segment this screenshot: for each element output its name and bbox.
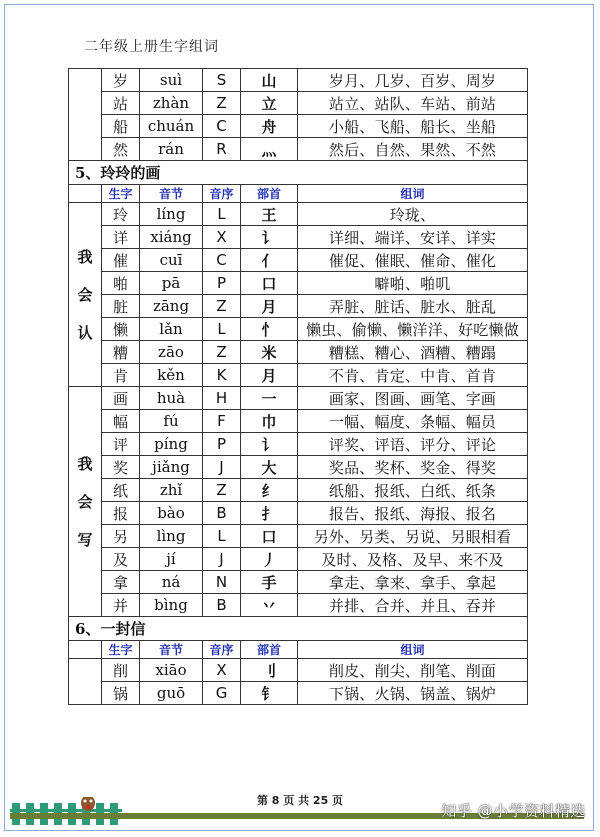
initial-letter-cell: R: [203, 138, 241, 161]
initial-letter-cell: C: [203, 249, 241, 272]
word-list-cell: 弄脏、脏话、脏水、脏乱: [298, 295, 528, 318]
radical-cell: 王: [241, 203, 298, 226]
word-list-cell: 岁月、几岁、百岁、周岁: [298, 69, 528, 92]
table-row: [69, 659, 528, 682]
group-label-write: [69, 387, 102, 617]
page-number: 第 8 页 共 25 页: [256, 794, 344, 807]
section-row: [69, 161, 528, 185]
pinyin-cell: fú: [140, 410, 203, 433]
radical-cell: 山: [241, 69, 298, 92]
word-list-cell: 拿走、拿来、拿手、拿起: [298, 571, 528, 594]
pinyin-cell: jí: [140, 548, 203, 571]
radical-cell: 舟: [241, 115, 298, 138]
radical-cell: 扌: [241, 502, 298, 525]
initial-letter-cell: B: [203, 502, 241, 525]
word-list-cell: 小船、飞船、船长、坐船: [298, 115, 528, 138]
initial-letter-cell: J: [203, 548, 241, 571]
word-list-cell: 另外、另类、另说、另眼相看: [298, 525, 528, 548]
pinyin-cell: zhǐ: [140, 479, 203, 502]
page-title: 二年级上册生字组词: [84, 39, 219, 55]
pinyin-cell: huà: [140, 387, 203, 410]
initial-letter-cell: X: [203, 226, 241, 249]
group-label-char: 写: [77, 530, 93, 549]
radical-cell: 手: [241, 571, 298, 594]
pinyin-cell: bào: [140, 502, 203, 525]
radical-cell: 立: [241, 92, 298, 115]
radical-cell: 忄: [241, 318, 298, 341]
character-cell: 另: [102, 525, 140, 548]
pinyin-cell: guō: [140, 682, 203, 705]
initial-letter-cell: L: [203, 203, 241, 226]
initial-letter-cell: Z: [203, 341, 241, 364]
table-row: [69, 433, 528, 456]
character-cell: 拿: [102, 571, 140, 594]
character-cell: 削: [102, 659, 140, 682]
initial-letter-cell: S: [203, 69, 241, 92]
initial-letter-cell: H: [203, 387, 241, 410]
initial-letter-cell: X: [203, 659, 241, 682]
character-cell: 奖: [102, 456, 140, 479]
table-row: [69, 571, 528, 594]
pinyin-cell: bìng: [140, 594, 203, 617]
initial-letter-cell: K: [203, 364, 241, 387]
table-row: [69, 249, 528, 272]
watermark-text: 知乎 @小学资料精选: [441, 802, 586, 820]
character-cell: 锅: [102, 682, 140, 705]
radical-cell: 大: [241, 456, 298, 479]
radical-cell: 讠: [241, 226, 298, 249]
pinyin-cell: rán: [140, 138, 203, 161]
table-row: [69, 548, 528, 571]
radical-cell: 灬: [241, 138, 298, 161]
initial-letter-cell: P: [203, 433, 241, 456]
radical-cell: 丿: [241, 548, 298, 571]
table-row: [69, 456, 528, 479]
initial-letter-cell: L: [203, 318, 241, 341]
initial-letter-cell: B: [203, 594, 241, 617]
header-character: 生字: [102, 641, 140, 659]
character-cell: 报: [102, 502, 140, 525]
pinyin-cell: chuán: [140, 115, 203, 138]
radical-cell: 讠: [241, 433, 298, 456]
table-row: [69, 226, 528, 249]
group-label-char: 我: [77, 247, 93, 266]
character-cell: 玲: [102, 203, 140, 226]
header-character: 生字: [102, 185, 140, 203]
word-list-cell: 玲珑、: [298, 203, 528, 226]
table-row: [69, 682, 528, 705]
group-label-char: 我: [77, 454, 93, 473]
word-list-cell: 报告、报纸、海报、报名: [298, 502, 528, 525]
section-row: [69, 617, 528, 641]
character-cell: 详: [102, 226, 140, 249]
word-list-cell: 站立、站队、车站、前站: [298, 92, 528, 115]
character-cell: 催: [102, 249, 140, 272]
header-words: 组词: [298, 185, 528, 203]
character-cell: 然: [102, 138, 140, 161]
word-list-cell: 糟糕、糟心、酒糟、糟蹋: [298, 341, 528, 364]
word-list-cell: 纸船、报纸、白纸、纸条: [298, 479, 528, 502]
word-list-cell: 详细、端详、安详、详实: [298, 226, 528, 249]
pinyin-cell: xiáng: [140, 226, 203, 249]
initial-letter-cell: J: [203, 456, 241, 479]
pinyin-cell: zāng: [140, 295, 203, 318]
character-cell: 并: [102, 594, 140, 617]
table-row: [69, 479, 528, 502]
empty-cell: [69, 641, 102, 659]
fence-icon: [10, 797, 122, 825]
character-cell: 站: [102, 92, 140, 115]
header-row: [69, 641, 528, 659]
initial-letter-cell: Z: [203, 479, 241, 502]
pinyin-cell: pā: [140, 272, 203, 295]
table-row: [69, 387, 528, 410]
character-cell: 脏: [102, 295, 140, 318]
word-list-cell: 及时、及格、及早、来不及: [298, 548, 528, 571]
table-row: [69, 318, 528, 341]
pinyin-cell: kěn: [140, 364, 203, 387]
empty-cell: [69, 659, 102, 705]
word-list-cell: 并排、合并、并且、吞并: [298, 594, 528, 617]
word-list-cell: 懒虫、偷懒、懒洋洋、好吃懒做: [298, 318, 528, 341]
pinyin-cell: zhàn: [140, 92, 203, 115]
radical-cell: 钅: [241, 682, 298, 705]
radical-cell: 一: [241, 387, 298, 410]
character-cell: 岁: [102, 69, 140, 92]
character-cell: 纸: [102, 479, 140, 502]
initial-letter-cell: Z: [203, 295, 241, 318]
radical-cell: 亻: [241, 249, 298, 272]
word-list-cell: 奖品、奖杯、奖金、得奖: [298, 456, 528, 479]
initial-letter-cell: F: [203, 410, 241, 433]
vocab-table: [68, 68, 528, 705]
group-label-recognize: [69, 203, 102, 387]
header-row: [69, 185, 528, 203]
word-list-cell: 下锅、火锅、锅盖、锅炉: [298, 682, 528, 705]
empty-cell: [69, 69, 102, 161]
table-row: [69, 295, 528, 318]
word-list-cell: 评奖、评语、评分、评论: [298, 433, 528, 456]
table-row: [69, 92, 528, 115]
table-row: [69, 364, 528, 387]
pinyin-cell: lǎn: [140, 318, 203, 341]
radical-cell: 月: [241, 364, 298, 387]
header-initial: 音序: [203, 185, 241, 203]
character-cell: 评: [102, 433, 140, 456]
character-cell: 幅: [102, 410, 140, 433]
word-list-cell: 不肯、肯定、中肯、首肯: [298, 364, 528, 387]
pinyin-cell: suì: [140, 69, 203, 92]
pinyin-cell: cuī: [140, 249, 203, 272]
word-list-cell: 画家、图画、画笔、字画: [298, 387, 528, 410]
reindeer-icon: [78, 797, 98, 811]
radical-cell: 巾: [241, 410, 298, 433]
pinyin-cell: píng: [140, 433, 203, 456]
word-list-cell: 然后、自然、果然、不然: [298, 138, 528, 161]
header-radical: 部首: [241, 185, 298, 203]
group-label-char: 会: [77, 285, 93, 304]
initial-letter-cell: P: [203, 272, 241, 295]
section-title: 6、一封信: [69, 617, 528, 641]
pinyin-cell: xiāo: [140, 659, 203, 682]
radical-cell: 刂: [241, 659, 298, 682]
header-radical: 部首: [241, 641, 298, 659]
character-cell: 懒: [102, 318, 140, 341]
character-cell: 船: [102, 115, 140, 138]
radical-cell: 纟: [241, 479, 298, 502]
table-row: [69, 69, 528, 92]
word-list-cell: 削皮、削尖、削笔、削面: [298, 659, 528, 682]
initial-letter-cell: N: [203, 571, 241, 594]
header-pinyin: 音节: [140, 185, 203, 203]
word-list-cell: 一幅、幅度、条幅、幅员: [298, 410, 528, 433]
table-row: [69, 272, 528, 295]
radical-cell: 米: [241, 341, 298, 364]
table-row: [69, 502, 528, 525]
pinyin-cell: ná: [140, 571, 203, 594]
pinyin-cell: líng: [140, 203, 203, 226]
table-row: [69, 341, 528, 364]
radical-cell: 口: [241, 525, 298, 548]
character-cell: 啪: [102, 272, 140, 295]
initial-letter-cell: Z: [203, 92, 241, 115]
header-words: 组词: [298, 641, 528, 659]
pinyin-cell: zāo: [140, 341, 203, 364]
initial-letter-cell: L: [203, 525, 241, 548]
group-label-char: 会: [77, 492, 93, 511]
table-row: [69, 138, 528, 161]
character-cell: 及: [102, 548, 140, 571]
table-row: [69, 115, 528, 138]
section-title: 5、玲玲的画: [69, 161, 528, 185]
pinyin-cell: lìng: [140, 525, 203, 548]
table-row: [69, 525, 528, 548]
word-list-cell: 噼啪、啪叽: [298, 272, 528, 295]
character-cell: 糟: [102, 341, 140, 364]
table-row: [69, 410, 528, 433]
table-row: [69, 594, 528, 617]
pinyin-cell: jiǎng: [140, 456, 203, 479]
radical-cell: 月: [241, 295, 298, 318]
radical-cell: 口: [241, 272, 298, 295]
initial-letter-cell: C: [203, 115, 241, 138]
character-cell: 肯: [102, 364, 140, 387]
radical-cell: 丷: [241, 594, 298, 617]
empty-cell: [69, 185, 102, 203]
table-row: [69, 203, 528, 226]
group-label-char: 认: [77, 323, 93, 342]
initial-letter-cell: G: [203, 682, 241, 705]
character-cell: 画: [102, 387, 140, 410]
header-pinyin: 音节: [140, 641, 203, 659]
word-list-cell: 催促、催眠、催命、催化: [298, 249, 528, 272]
header-initial: 音序: [203, 641, 241, 659]
